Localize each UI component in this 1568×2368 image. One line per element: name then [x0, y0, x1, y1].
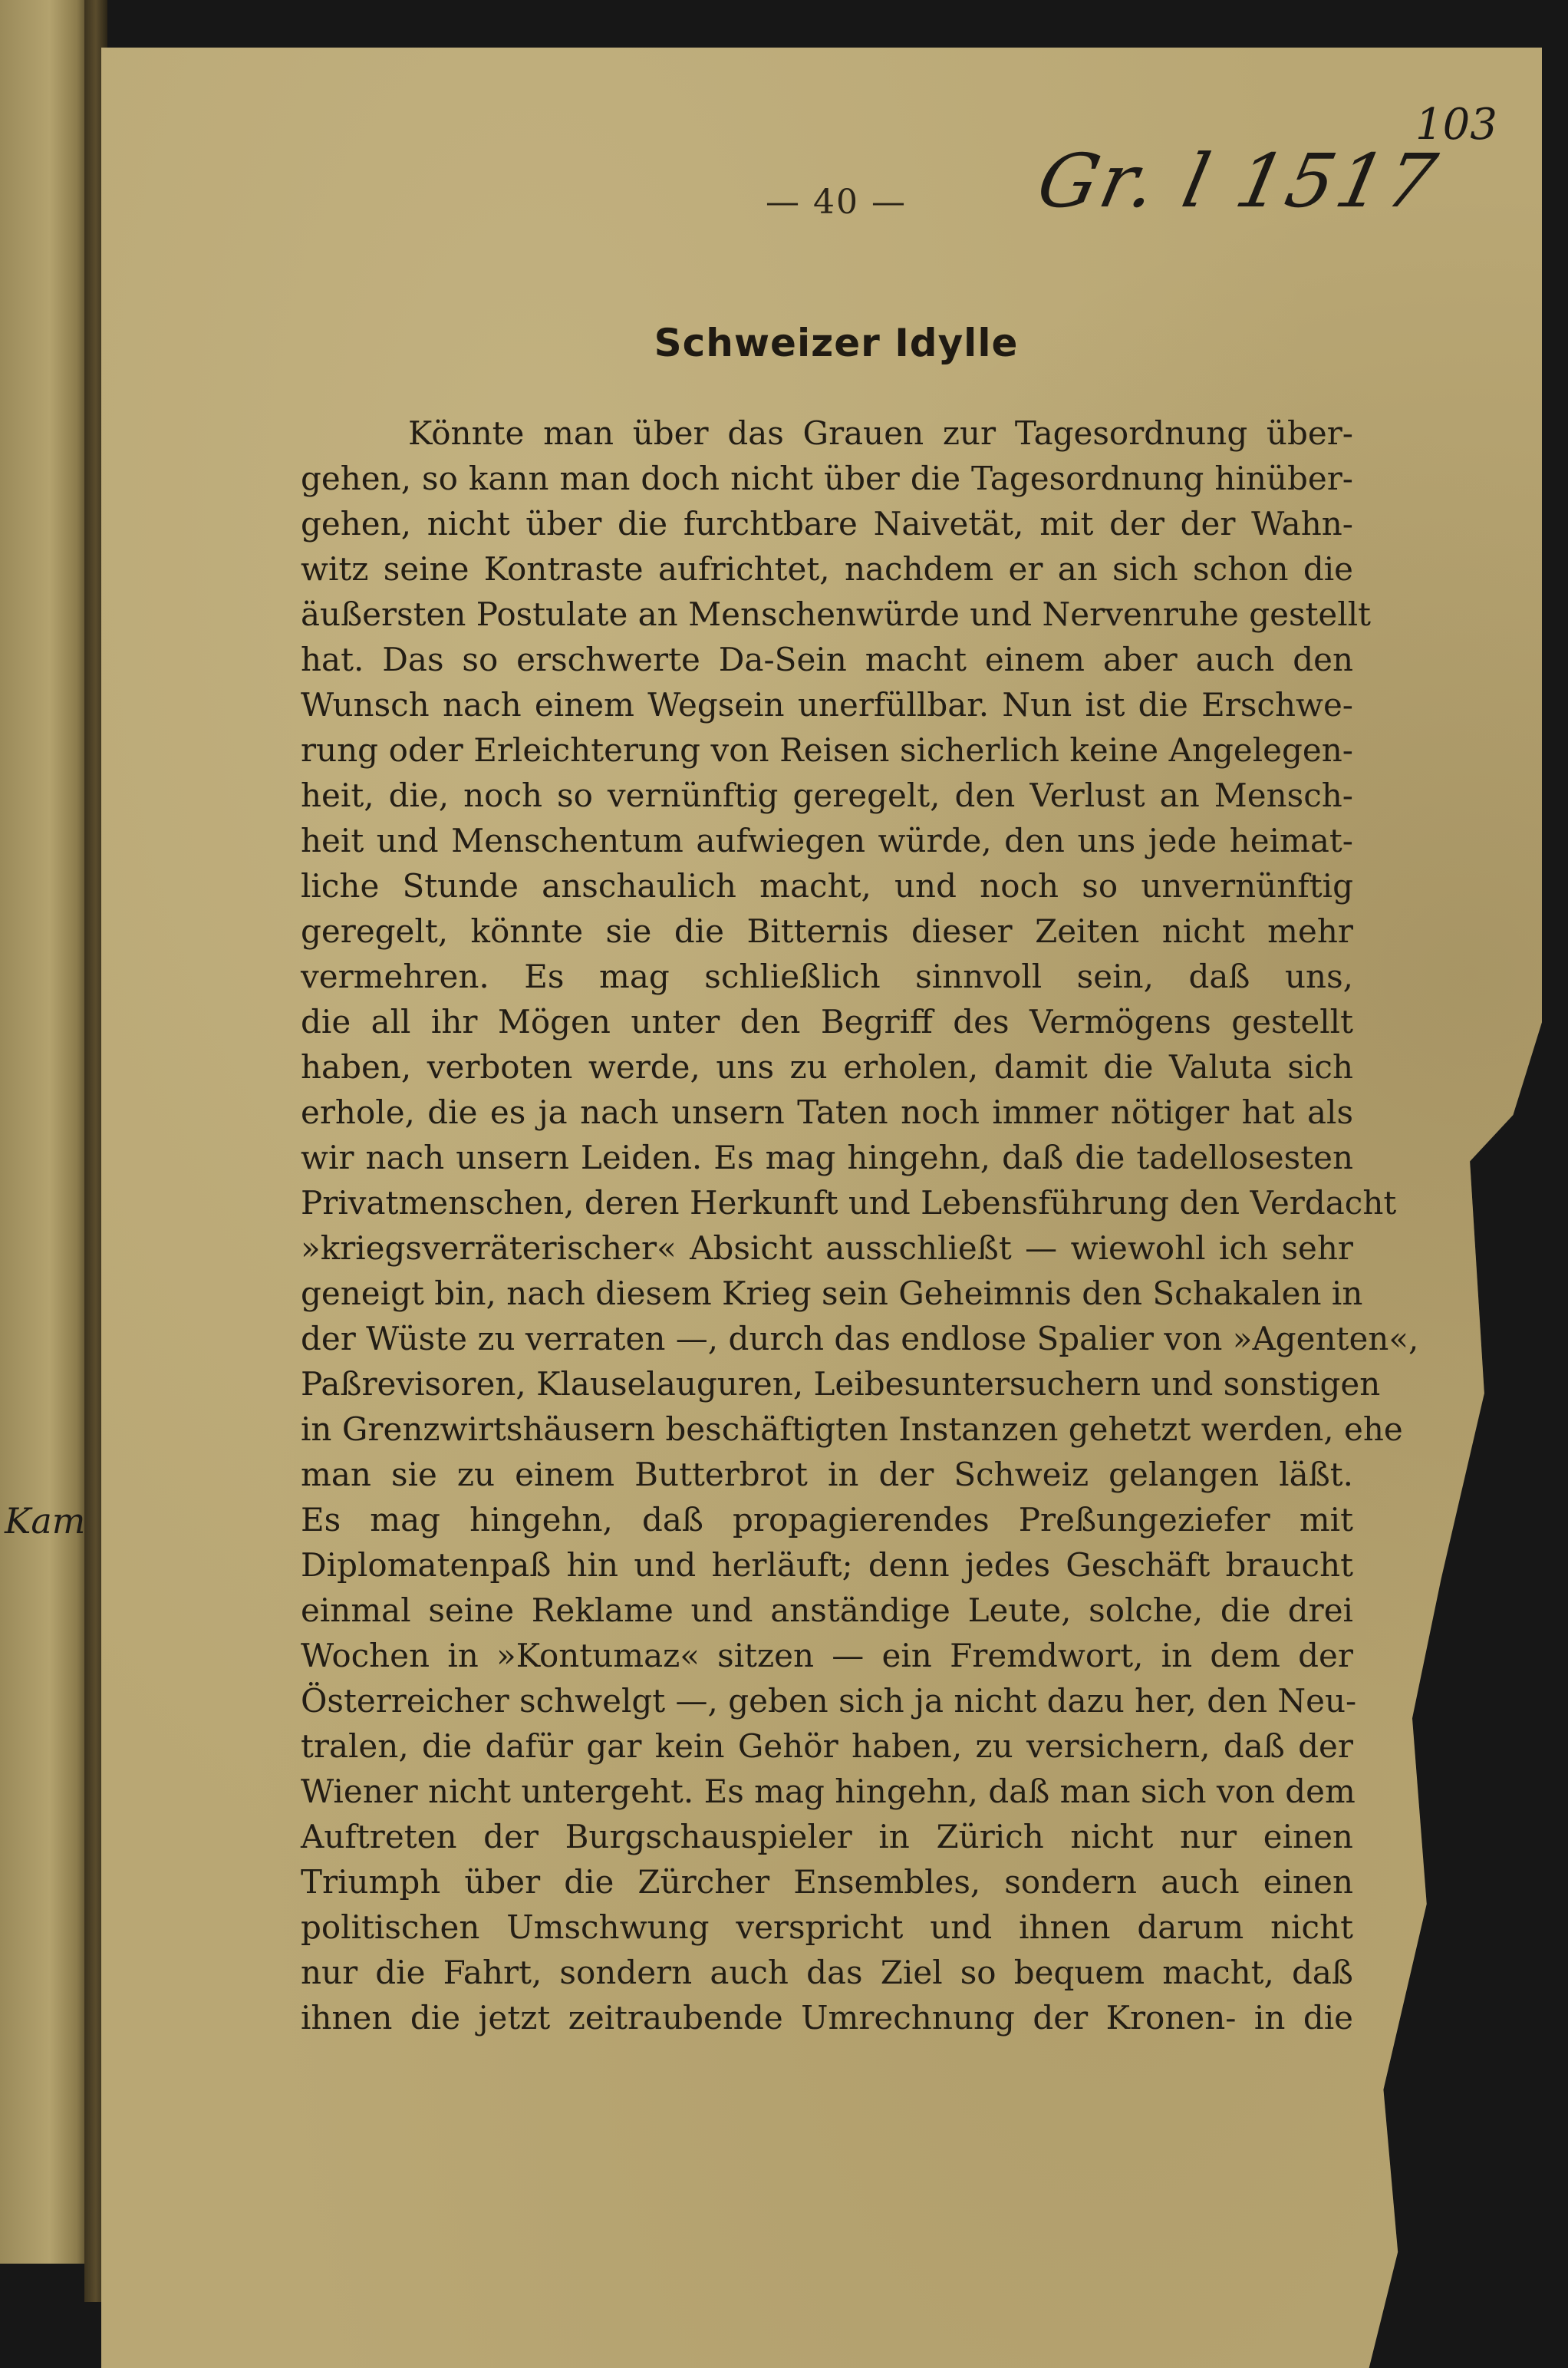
page-number: — 40 — — [766, 183, 907, 222]
text-line: Wiener nicht untergeht. Es mag hingehn, daß man sich von dem — [301, 1773, 1356, 1810]
text-line: Auftreten der Burgschauspieler in Zürich nicht nur einen — [301, 1818, 1353, 1855]
text-line: haben, verboten werde, uns zu erholen, damit die Valuta sich — [301, 1048, 1353, 1086]
text-line: Privatmenschen, deren Herkunft und Lebensführung den Verdacht — [301, 1184, 1397, 1222]
chapter-title: Schweizer Idylle — [654, 321, 1019, 365]
body-text — [301, 411, 1419, 2040]
text-line: liche Stunde anschaulich macht, und noch so unvernünftig — [301, 867, 1353, 905]
text-line: witz seine Kontraste aufrichtet, nachdem er an sich schon die — [301, 550, 1353, 588]
text-line: heit, die, noch so vernünftig geregelt, den Verlust an Mensch- — [301, 777, 1353, 814]
text-line: ihnen die jetzt zeitraubende Umrechnung der Kronen- in die — [301, 1999, 1353, 2037]
text-line: heit und Menschentum aufwiegen würde, den uns jede heimat- — [301, 822, 1353, 859]
text-line: Es mag hingehn, daß propagierendes Preßungeziefer mit — [301, 1501, 1353, 1539]
text-line: vermehren. Es mag schließlich sinnvoll sein, daß uns, — [301, 958, 1353, 995]
text-line: »kriegsverräterischer« Absicht ausschließt — wiewohl ich sehr — [301, 1229, 1353, 1267]
text-line: Diplomatenpaß hin und herläuft; denn jedes Geschäft braucht — [301, 1546, 1353, 1584]
text-line: Österreicher schwelgt —, geben sich ja nicht dazu her, den Neu- — [301, 1682, 1357, 1720]
text-line: Könnte man über das Grauen zur Tagesordnung über- — [408, 414, 1353, 452]
text-line: politischen Umschwung verspricht und ihnen darum nicht — [301, 1908, 1353, 1946]
text-line: einmal seine Reklame und anständige Leute, solche, die drei — [301, 1591, 1353, 1629]
text-line: geregelt, könnte sie die Bitternis dieser Zeiten nicht mehr — [301, 912, 1353, 950]
text-line: der Wüste zu verraten —, durch das endlose Spalier von »Agenten«, — [301, 1320, 1419, 1357]
handwritten-folio-number: 103 — [1415, 100, 1497, 150]
handwritten-margin-note: Kam — [5, 1500, 86, 1542]
text-line: die all ihr Mögen unter den Begriff des Vermögens gestellt — [301, 1003, 1353, 1041]
adjacent-page-edge — [0, 0, 91, 2264]
text-line: man sie zu einem Butterbrot in der Schweiz gelangen läßt. — [301, 1456, 1353, 1493]
text-line: erhole, die es ja nach unsern Taten noch immer nötiger hat als — [301, 1093, 1353, 1131]
text-line: gehen, nicht über die furchtbare Naivetät, mit der der Wahn- — [301, 505, 1353, 543]
text-line: Paßrevisoren, Klauselauguren, Leibesuntersuchern und sonstigen — [301, 1365, 1381, 1403]
text-line: in Grenzwirtshäusern beschäftigten Instanzen gehetzt werden, ehe — [301, 1410, 1403, 1448]
text-line: tralen, die dafür gar kein Gehör haben, zu versichern, daß der — [301, 1727, 1353, 1765]
text-line: Wochen in »Kontumaz« sitzen — ein Fremdwort, in dem der — [301, 1637, 1353, 1674]
text-line: nur die Fahrt, sondern auch das Ziel so bequem macht, daß — [301, 1954, 1353, 1991]
text-line: wir nach unsern Leiden. Es mag hingehn, daß die tadellosesten — [301, 1139, 1353, 1176]
text-line: geneigt bin, nach diesem Krieg sein Geheimnis den Schakalen in — [301, 1275, 1363, 1312]
text-line: hat. Das so erschwerte Da-Sein macht einem aber auch den — [301, 641, 1353, 678]
text-line: Triumph über die Zürcher Ensembles, sondern auch einen — [301, 1863, 1353, 1901]
handwritten-shelfmark: Gr. l 1517 — [1030, 138, 1447, 224]
text-line: rung oder Erleichterung von Reisen sicherlich keine Angelegen- — [301, 731, 1353, 769]
text-line: gehen, so kann man doch nicht über die Tagesordnung hinüber- — [301, 460, 1353, 497]
text-line: Wunsch nach einem Wegsein unerfüllbar. Nun ist die Erschwe- — [301, 686, 1353, 724]
text-line: äußersten Postulate an Menschenwürde und Nervenruhe gestellt — [301, 595, 1372, 633]
